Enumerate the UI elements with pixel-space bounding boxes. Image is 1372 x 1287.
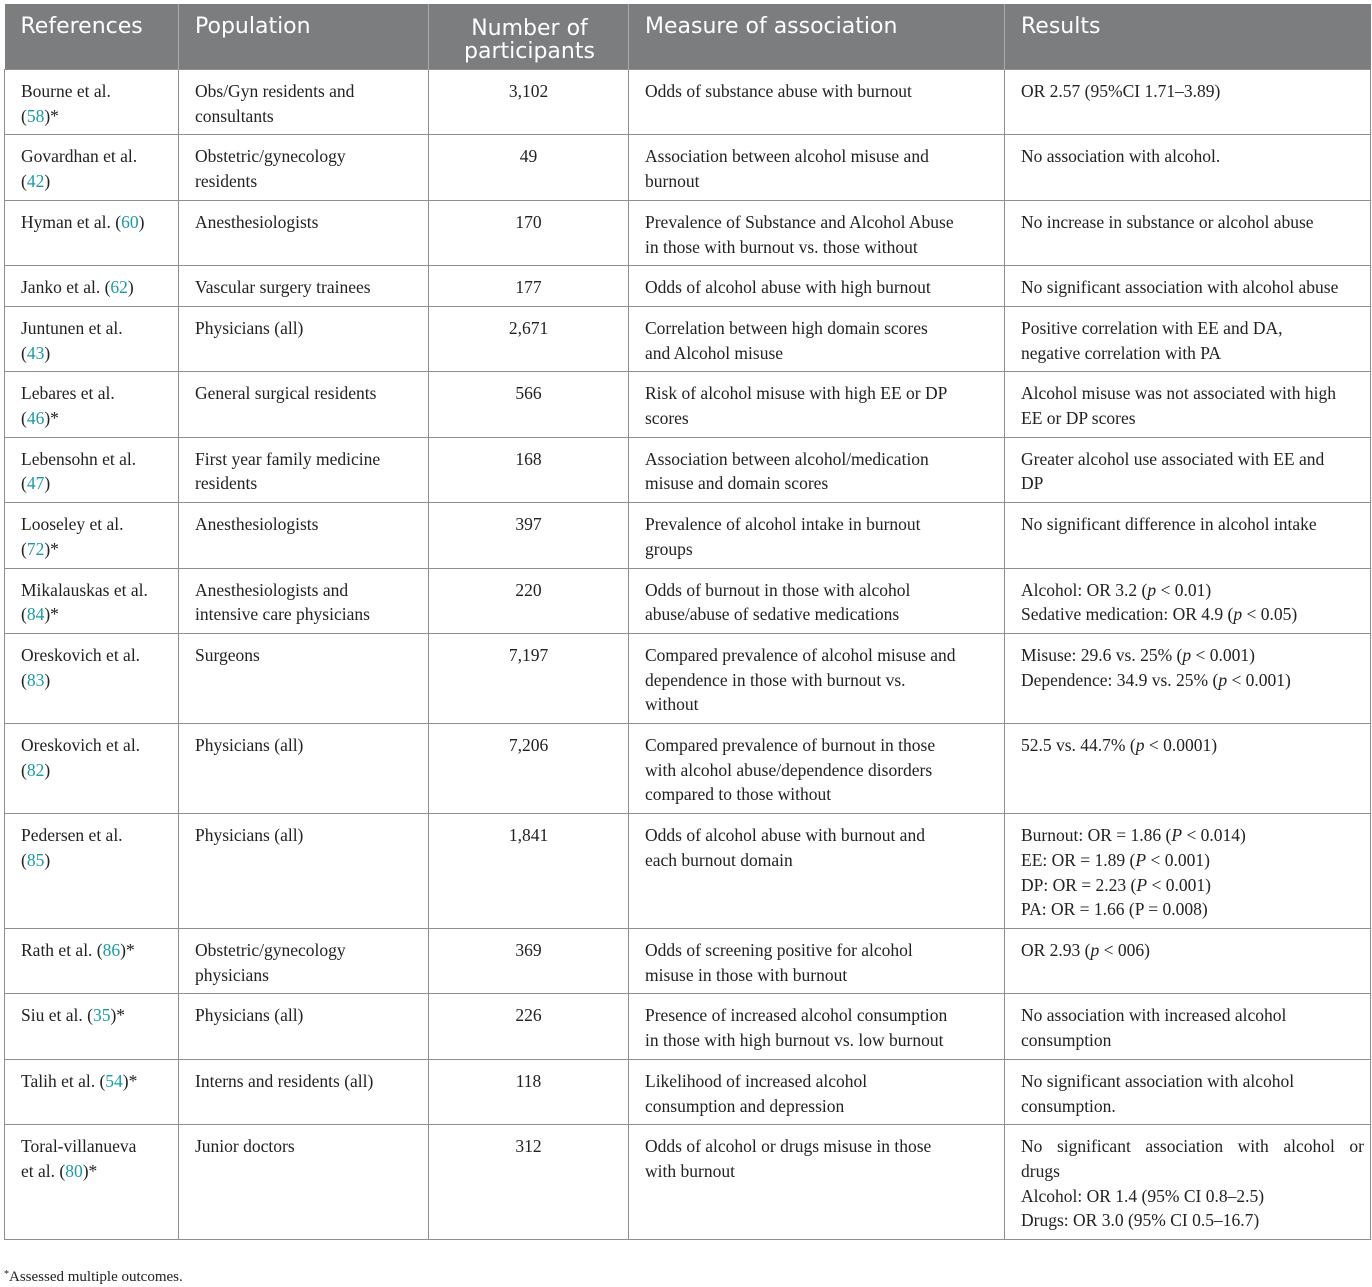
citation-link[interactable]: 60 xyxy=(121,211,139,232)
population-line: Obstetric/gynecology xyxy=(195,146,346,167)
table-row xyxy=(5,724,1371,814)
population-line: Vascular surgery trainees xyxy=(195,277,371,298)
cell-measure xyxy=(629,266,1005,307)
cell-participants: 170 xyxy=(429,200,629,265)
header-references: References xyxy=(5,4,179,70)
reference-line xyxy=(21,341,174,366)
measure-line: Odds of alcohol abuse with high burnout xyxy=(645,277,931,298)
cell-population xyxy=(179,724,429,814)
measure-line: and Alcohol misuse xyxy=(645,342,784,363)
cell-population xyxy=(179,1125,429,1240)
result-line: Dependence: 34.9 vs. 25% (p < 0.001) xyxy=(1021,669,1291,690)
measure-line: misuse and domain scores xyxy=(645,473,829,494)
cell-reference xyxy=(5,437,179,502)
cell-measure xyxy=(629,503,1005,568)
cell-participants: 1,841 xyxy=(429,814,629,929)
cell-participants: 566 xyxy=(429,372,629,437)
population-line: Anesthesiologists xyxy=(195,514,319,535)
population-line: Anesthesiologists and xyxy=(195,579,349,600)
cell-population xyxy=(179,437,429,502)
cell-participants: 118 xyxy=(429,1059,629,1124)
citation-link[interactable]: 83 xyxy=(26,669,45,690)
reference-line xyxy=(21,733,174,758)
cell-reference xyxy=(5,1125,179,1240)
cell-population xyxy=(179,135,429,200)
result-line: Alcohol: OR 3.2 (p < 0.01) xyxy=(1021,579,1212,600)
cell-reference xyxy=(5,994,179,1059)
cell-reference xyxy=(5,1059,179,1124)
reference-text: Talih et al. ( xyxy=(21,1070,106,1091)
reference-line xyxy=(21,144,174,169)
cell-participants: 177 xyxy=(429,266,629,307)
measure-line: Odds of burnout in those with alcohol xyxy=(645,579,911,600)
cell-reference xyxy=(5,724,179,814)
result-line: DP xyxy=(1021,473,1044,494)
header-participants-line-2: participants xyxy=(464,39,595,64)
result-line: Burnout: OR = 1.86 (P < 0.014) xyxy=(1021,825,1246,846)
cell-results xyxy=(1005,994,1371,1059)
measure-line: groups xyxy=(645,538,693,559)
reference-text: Mikalauskas et al. xyxy=(21,579,148,600)
population-line: Physicians (all) xyxy=(195,317,304,338)
table-row xyxy=(5,814,1371,929)
population-line: Physicians (all) xyxy=(195,1005,304,1026)
population-line: Surgeons xyxy=(195,644,260,665)
reference-text: ( xyxy=(21,604,27,625)
table-row xyxy=(5,372,1371,437)
measure-line: Compared prevalence of alcohol misuse and xyxy=(645,644,956,665)
measure-line: abuse/abuse of sedative medications xyxy=(645,604,900,625)
result-line: Drugs: OR 3.0 (95% CI 0.5–16.7) xyxy=(1021,1210,1260,1231)
reference-text: ( xyxy=(21,342,27,363)
result-line: PA: OR = 1.66 (P = 0.008) xyxy=(1021,899,1208,920)
citation-link[interactable]: 47 xyxy=(26,473,45,494)
measure-line: dependence in those with burnout vs. xyxy=(645,669,906,690)
cell-participants: 312 xyxy=(429,1125,629,1240)
reference-line xyxy=(21,104,174,129)
cell-participants: 220 xyxy=(429,568,629,633)
citation-link[interactable]: 58 xyxy=(26,105,45,126)
cell-participants: 3,102 xyxy=(429,70,629,135)
cell-results xyxy=(1005,568,1371,633)
header-participants xyxy=(429,4,629,70)
cell-reference xyxy=(5,135,179,200)
population-line: Obs/Gyn residents and xyxy=(195,81,355,101)
reference-text: ( xyxy=(21,105,27,126)
reference-text: Oreskovich et al. xyxy=(21,735,141,756)
population-line: Obstetric/gynecology xyxy=(195,939,346,960)
cell-reference xyxy=(5,306,179,371)
cell-reference xyxy=(5,814,179,929)
measure-line: Presence of increased alcohol consumption xyxy=(645,1005,948,1026)
cell-results xyxy=(1005,724,1371,814)
cell-measure xyxy=(629,928,1005,993)
cell-reference xyxy=(5,503,179,568)
cell-reference xyxy=(5,266,179,307)
citation-link[interactable]: 42 xyxy=(26,171,45,192)
reference-line xyxy=(21,275,174,300)
cell-population xyxy=(179,306,429,371)
reference-text: )* xyxy=(122,1070,138,1091)
reference-text: ( xyxy=(21,408,27,429)
cell-reference xyxy=(5,372,179,437)
header-participants-line-1: Number of xyxy=(471,16,588,41)
population-line: Physicians (all) xyxy=(195,825,304,846)
measure-line: Association between alcohol/medication xyxy=(645,448,929,469)
cell-participants: 226 xyxy=(429,994,629,1059)
population-line: physicians xyxy=(195,964,269,985)
measure-line: Prevalence of Substance and Alcohol Abuse xyxy=(645,211,954,232)
citation-link[interactable]: 85 xyxy=(26,849,45,870)
footnote-mark: * xyxy=(4,1269,9,1280)
result-line: No significant association with alcohol or xyxy=(1021,1136,1364,1157)
table-row xyxy=(5,994,1371,1059)
table-row xyxy=(5,568,1371,633)
population-line: General surgical residents xyxy=(195,383,377,404)
measure-line: without xyxy=(645,694,699,715)
cell-population xyxy=(179,200,429,265)
cell-results xyxy=(1005,135,1371,200)
cell-population xyxy=(179,633,429,723)
reference-text: ( xyxy=(21,669,27,690)
result-line: consumption xyxy=(1021,1030,1112,1051)
citation-link[interactable]: 86 xyxy=(102,939,121,960)
cell-measure xyxy=(629,633,1005,723)
table-row xyxy=(5,266,1371,307)
reference-line xyxy=(21,316,174,341)
cell-participants: 7,197 xyxy=(429,633,629,723)
measure-line: compared to those without xyxy=(645,784,832,805)
cell-results xyxy=(1005,1059,1371,1124)
header-population: Population xyxy=(179,4,429,70)
reference-text: Juntunen et al. xyxy=(21,317,123,338)
table-header xyxy=(5,4,1371,70)
cell-measure xyxy=(629,1125,1005,1240)
table-row xyxy=(5,200,1371,265)
citation-link[interactable]: 43 xyxy=(26,342,45,363)
measure-line: misuse in those with burnout xyxy=(645,964,848,985)
cell-reference xyxy=(5,568,179,633)
measure-line: with alcohol abuse/dependence disorders xyxy=(645,759,933,780)
result-line: Misuse: 29.6 vs. 25% (p < 0.001) xyxy=(1021,644,1255,665)
cell-population xyxy=(179,568,429,633)
cell-population xyxy=(179,70,429,135)
cell-measure xyxy=(629,372,1005,437)
table-row xyxy=(5,135,1371,200)
result-line: OR 2.93 (p < 006) xyxy=(1021,939,1150,960)
reference-line xyxy=(21,537,174,562)
citation-link[interactable]: 82 xyxy=(26,759,45,780)
reference-line xyxy=(21,1003,174,1028)
reference-text: Rath et al. ( xyxy=(21,939,103,960)
population-line: Anesthesiologists xyxy=(195,211,319,232)
reference-line xyxy=(21,602,174,627)
header-results: Results xyxy=(1005,4,1371,70)
cell-participants: 2,671 xyxy=(429,306,629,371)
cell-results xyxy=(1005,928,1371,993)
citation-link[interactable]: 80 xyxy=(65,1160,83,1181)
reference-line xyxy=(21,79,174,104)
cell-results xyxy=(1005,437,1371,502)
measure-line: each burnout domain xyxy=(645,849,793,870)
cell-measure xyxy=(629,306,1005,371)
reference-text: Govardhan et al. xyxy=(21,146,138,167)
measure-line: Prevalence of alcohol intake in burnout xyxy=(645,514,921,535)
citation-link[interactable]: 84 xyxy=(26,604,45,625)
cell-measure xyxy=(629,568,1005,633)
table-row xyxy=(5,928,1371,993)
cell-measure xyxy=(629,1059,1005,1124)
result-line: drugs xyxy=(1021,1160,1060,1181)
reference-line xyxy=(21,643,174,668)
reference-text: ( xyxy=(21,759,27,780)
reference-line xyxy=(21,512,174,537)
cell-measure xyxy=(629,994,1005,1059)
citation-link[interactable]: 62 xyxy=(110,277,128,298)
reference-text: Janko et al. ( xyxy=(21,277,111,298)
result-line: No significant association with alcohol abuse xyxy=(1021,277,1339,298)
reference-text: ) xyxy=(44,171,51,192)
reference-line xyxy=(21,848,174,873)
citation-link[interactable]: 46 xyxy=(26,408,45,429)
cell-results xyxy=(1005,1125,1371,1240)
table-row xyxy=(5,1125,1371,1240)
table-row xyxy=(5,1059,1371,1124)
reference-text: ( xyxy=(21,171,27,192)
population-line: First year family medicine xyxy=(195,448,381,469)
reference-text: ) xyxy=(138,211,145,232)
citation-link[interactable]: 35 xyxy=(92,1005,111,1026)
cell-population xyxy=(179,928,429,993)
result-line: EE or DP scores xyxy=(1021,408,1136,429)
reference-text: Bourne et al. xyxy=(21,81,111,101)
measure-line: Odds of substance abuse with burnout xyxy=(645,81,912,101)
reference-text: et al. ( xyxy=(21,1160,66,1181)
cell-measure xyxy=(629,70,1005,135)
cell-participants: 168 xyxy=(429,437,629,502)
measure-line: Association between alcohol misuse and xyxy=(645,146,929,167)
reference-text: Looseley et al. xyxy=(21,514,124,535)
table-body xyxy=(5,70,1371,1240)
reference-text: Hyman et al. ( xyxy=(21,211,122,232)
table-row xyxy=(5,633,1371,723)
reference-text: ( xyxy=(21,473,27,494)
reference-text: Oreskovich et al. xyxy=(21,644,141,665)
result-line: Alcohol misuse was not associated with high xyxy=(1021,383,1336,404)
reference-line xyxy=(21,406,174,431)
result-line: OR 2.57 (95%CI 1.71–3.89) xyxy=(1021,81,1221,101)
reference-text: ) xyxy=(44,669,51,690)
measure-line: Correlation between high domain scores xyxy=(645,317,928,338)
reference-text: ) xyxy=(127,277,134,298)
reference-text: ) xyxy=(44,473,51,494)
cell-measure xyxy=(629,814,1005,929)
reference-line xyxy=(21,169,174,194)
result-line: Sedative medication: OR 4.9 (p < 0.05) xyxy=(1021,604,1298,625)
cell-population xyxy=(179,994,429,1059)
measure-line: Odds of alcohol or drugs misuse in those xyxy=(645,1136,932,1157)
result-line: consumption. xyxy=(1021,1095,1116,1116)
reference-text: Siu et al. ( xyxy=(21,1005,93,1026)
citation-link[interactable]: 54 xyxy=(105,1070,123,1091)
result-line: negative correlation with PA xyxy=(1021,342,1222,363)
reference-text: ) xyxy=(44,342,51,363)
cell-population xyxy=(179,814,429,929)
table-row xyxy=(5,437,1371,502)
reference-text: )* xyxy=(44,604,59,625)
cell-reference xyxy=(5,633,179,723)
reference-text: ) xyxy=(44,849,51,870)
reference-line xyxy=(21,381,174,406)
population-line: residents xyxy=(195,473,258,494)
footnote xyxy=(4,1266,183,1286)
reference-text: ( xyxy=(21,538,27,559)
reference-line xyxy=(21,668,174,693)
cell-participants: 49 xyxy=(429,135,629,200)
reference-line xyxy=(21,471,174,496)
measure-line: Risk of alcohol misuse with high EE or DP xyxy=(645,383,948,404)
population-line: intensive care physicians xyxy=(195,604,370,625)
result-line: Alcohol: OR 1.4 (95% CI 0.8–2.5) xyxy=(1021,1185,1265,1206)
measure-line: with burnout xyxy=(645,1160,735,1181)
cell-reference xyxy=(5,70,179,135)
reference-line xyxy=(21,578,174,603)
cell-population xyxy=(179,503,429,568)
result-line: Positive correlation with EE and DA, xyxy=(1021,317,1283,338)
cell-measure xyxy=(629,135,1005,200)
population-line: residents xyxy=(195,171,258,192)
measure-line: Odds of screening positive for alcohol xyxy=(645,939,913,960)
reference-line xyxy=(21,1159,174,1184)
population-line: Interns and residents (all) xyxy=(195,1070,374,1091)
result-line: Greater alcohol use associated with EE and xyxy=(1021,448,1325,469)
reference-text: Toral-villanueva xyxy=(21,1136,137,1157)
reference-text: Pedersen et al. xyxy=(21,825,123,846)
result-line: 52.5 vs. 44.7% (p < 0.0001) xyxy=(1021,735,1218,756)
cell-results xyxy=(1005,306,1371,371)
result-line: No association with alcohol. xyxy=(1021,146,1221,167)
reference-text: )* xyxy=(110,1005,126,1026)
cell-population xyxy=(179,372,429,437)
measure-line: burnout xyxy=(645,171,700,192)
cell-population xyxy=(179,1059,429,1124)
cell-reference xyxy=(5,928,179,993)
population-line: Junior doctors xyxy=(195,1136,295,1157)
cell-participants: 7,206 xyxy=(429,724,629,814)
population-line: consultants xyxy=(195,105,274,126)
table-row xyxy=(5,503,1371,568)
measure-line: scores xyxy=(645,408,689,429)
reference-line xyxy=(21,447,174,472)
reference-text: )* xyxy=(44,538,59,559)
reference-text: )* xyxy=(44,105,59,126)
table-container xyxy=(4,4,1370,1240)
result-line: DP: OR = 2.23 (P < 0.001) xyxy=(1021,874,1211,895)
reference-text: Lebares et al. xyxy=(21,383,115,404)
footnote-text: Assessed multiple outcomes. xyxy=(9,1269,183,1285)
cell-results xyxy=(1005,266,1371,307)
reference-line xyxy=(21,823,174,848)
results-table xyxy=(4,4,1371,1240)
table-row xyxy=(5,306,1371,371)
reference-line xyxy=(21,210,174,235)
cell-participants: 369 xyxy=(429,928,629,993)
population-line: Physicians (all) xyxy=(195,735,304,756)
cell-measure xyxy=(629,200,1005,265)
reference-text: )* xyxy=(44,408,59,429)
reference-text: Lebensohn et al. xyxy=(21,448,137,469)
table-row xyxy=(5,70,1371,135)
reference-line xyxy=(21,1069,174,1094)
result-line: No increase in substance or alcohol abuse xyxy=(1021,211,1314,232)
measure-line: consumption and depression xyxy=(645,1095,845,1116)
cell-results xyxy=(1005,503,1371,568)
reference-text: )* xyxy=(82,1160,98,1181)
result-line: No significant association with alcohol xyxy=(1021,1070,1295,1091)
result-line: No significant difference in alcohol intake xyxy=(1021,514,1317,535)
cell-results xyxy=(1005,200,1371,265)
measure-line: Compared prevalence of burnout in those xyxy=(645,735,936,756)
cell-results xyxy=(1005,633,1371,723)
measure-line: Likelihood of increased alcohol xyxy=(645,1070,868,1091)
cell-results xyxy=(1005,372,1371,437)
measure-line: in those with high burnout vs. low burnout xyxy=(645,1030,944,1051)
header-measure: Measure of association xyxy=(629,4,1005,70)
cell-measure xyxy=(629,437,1005,502)
result-line: No association with increased alcohol xyxy=(1021,1005,1287,1026)
reference-line xyxy=(21,938,174,963)
reference-line xyxy=(21,1134,174,1159)
measure-line: Odds of alcohol abuse with burnout and xyxy=(645,825,925,846)
reference-text: ) xyxy=(44,759,51,780)
cell-results xyxy=(1005,70,1371,135)
citation-link[interactable]: 72 xyxy=(26,538,45,559)
cell-measure xyxy=(629,724,1005,814)
reference-line xyxy=(21,758,174,783)
cell-reference xyxy=(5,200,179,265)
reference-text: ( xyxy=(21,849,27,870)
reference-text: )* xyxy=(120,939,135,960)
cell-results xyxy=(1005,814,1371,929)
result-line: EE: OR = 1.89 (P < 0.001) xyxy=(1021,849,1210,870)
cell-population xyxy=(179,266,429,307)
measure-line: in those with burnout vs. those without xyxy=(645,236,918,257)
cell-participants: 397 xyxy=(429,503,629,568)
